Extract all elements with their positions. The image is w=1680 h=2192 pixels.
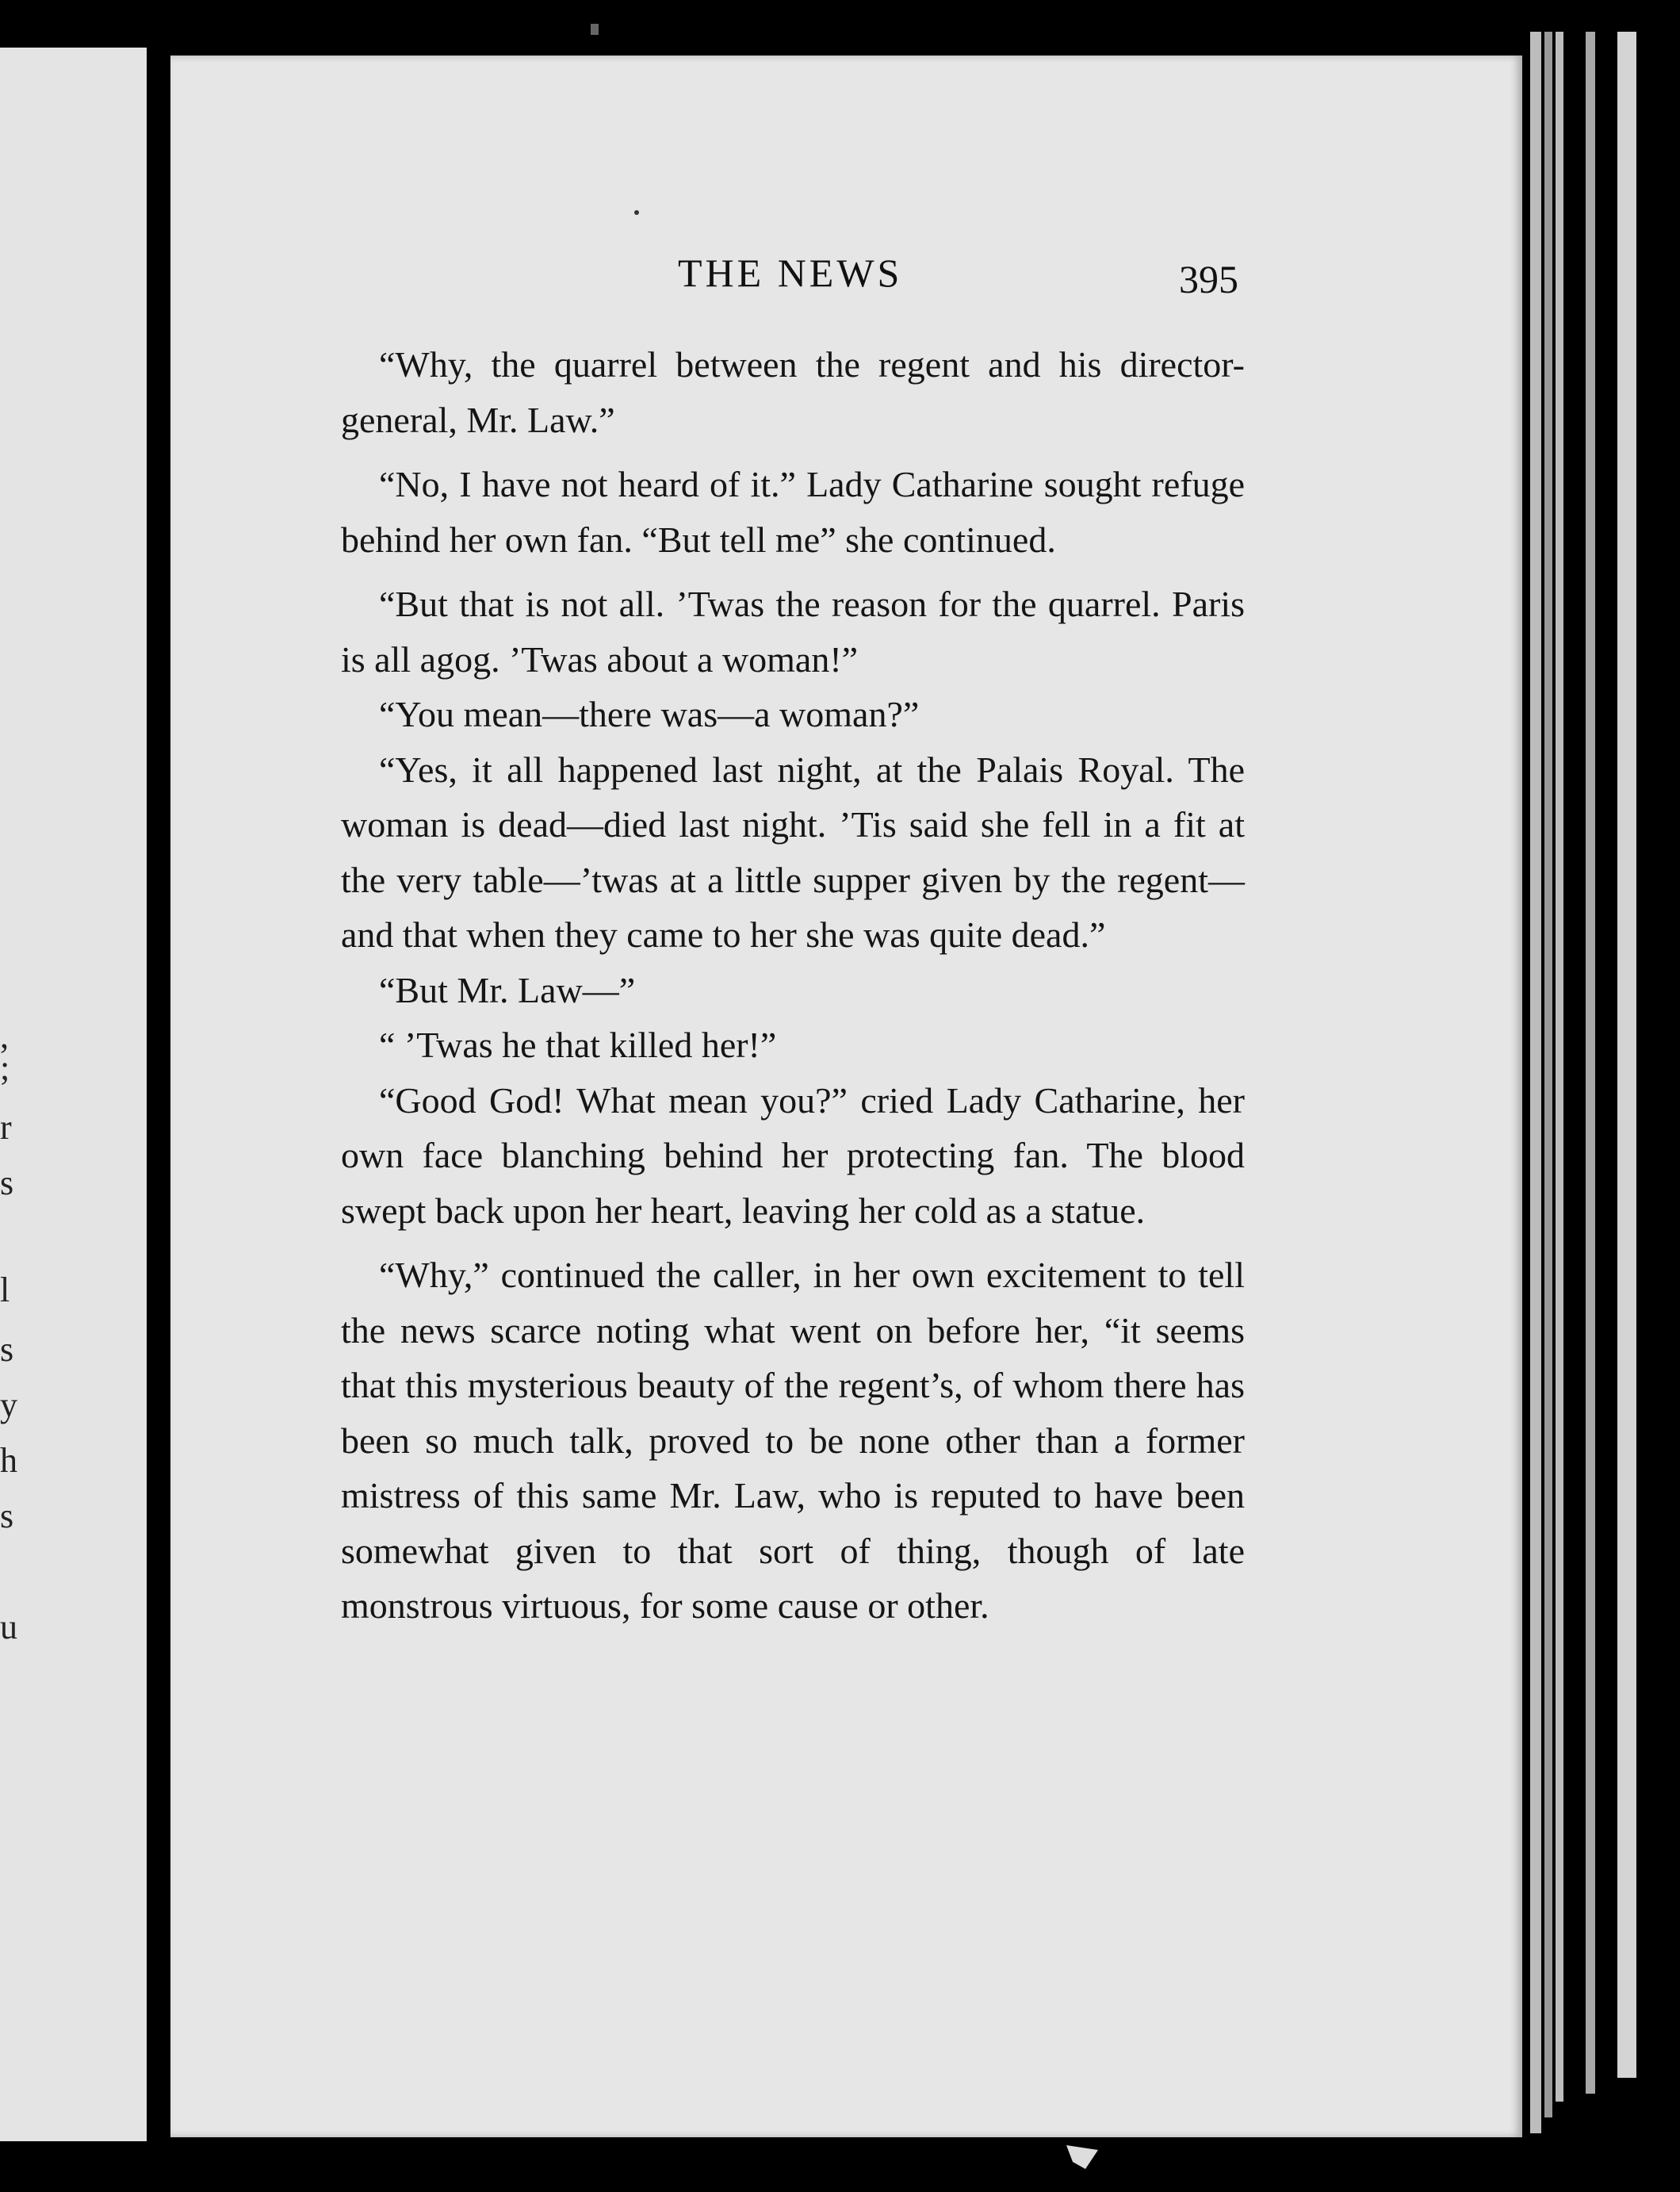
paragraph: “Yes, it all happened last night, at the Palais Royal. The woman is dead—died last night. ’Tis said she fell in a fit at the very table—’twas at a little supper given by the regent—and that when they came to her she was quite dead.” bbox=[341, 749, 1245, 955]
body-text bbox=[341, 337, 1245, 1634]
left-page-glyph: y bbox=[0, 1385, 17, 1424]
ink-speck bbox=[634, 210, 639, 215]
left-page-glyph: s bbox=[0, 1163, 14, 1202]
running-head: THE NEWS bbox=[678, 251, 903, 295]
left-page-glyph: ; bbox=[0, 1048, 10, 1087]
page-tear bbox=[1066, 2145, 1098, 2169]
left-page-glyph: s bbox=[0, 1330, 14, 1369]
left-facing-page bbox=[0, 48, 147, 2141]
left-page-glyph: r bbox=[0, 1108, 12, 1147]
paragraph: “ ’Twas he that killed her!” bbox=[379, 1025, 777, 1065]
page-header bbox=[170, 250, 1522, 305]
book-page bbox=[170, 56, 1522, 2137]
left-page-glyph: u bbox=[0, 1608, 17, 1646]
left-page-glyph: h bbox=[0, 1441, 17, 1480]
page-edge bbox=[1617, 32, 1636, 2078]
paragraph: “No, I have not heard of it.” Lady Catharine sought refuge behind her own fan. “But tell me” she continued. bbox=[341, 464, 1245, 560]
left-page-glyph: , bbox=[0, 1017, 9, 1056]
page-edge bbox=[1530, 32, 1541, 2133]
page-edge bbox=[1556, 32, 1563, 2102]
paragraph: “But that is not all. ’Twas the reason for the quarrel. Paris is all agog. ’Twas about a woman!” bbox=[341, 584, 1245, 680]
paragraph: “But Mr. Law—” bbox=[379, 969, 636, 1010]
paragraph: “You mean—there was—a woman?” bbox=[379, 694, 920, 734]
page-number: 395 bbox=[1179, 257, 1238, 301]
page-edge bbox=[1544, 32, 1552, 2117]
paragraph: “Why, the quarrel between the regent and his director-general, Mr. Law.” bbox=[341, 344, 1245, 440]
left-page-glyph: s bbox=[0, 1496, 14, 1535]
scan-mark bbox=[591, 24, 599, 35]
paragraph: “Good God! What mean you?” cried Lady Catharine, her own face blanching behind her protecting fan. The blood swept back upon her heart, leaving her cold as a statue. bbox=[341, 1079, 1245, 1231]
page-edge bbox=[1586, 32, 1595, 2094]
left-page-glyph: l bbox=[0, 1270, 10, 1309]
paragraph: “Why,” continued the caller, in her own excitement to tell the news scarce noting what went on before her, “it seems that this mysterious beauty of the regent’s, of whom there has been so much talk, proved to be none other than a former mistress of this same Mr. Law, who is reputed to have been somewhat given to that sort of thing, though of late monstrous virtuous, for some cause or other. bbox=[341, 1255, 1245, 1626]
